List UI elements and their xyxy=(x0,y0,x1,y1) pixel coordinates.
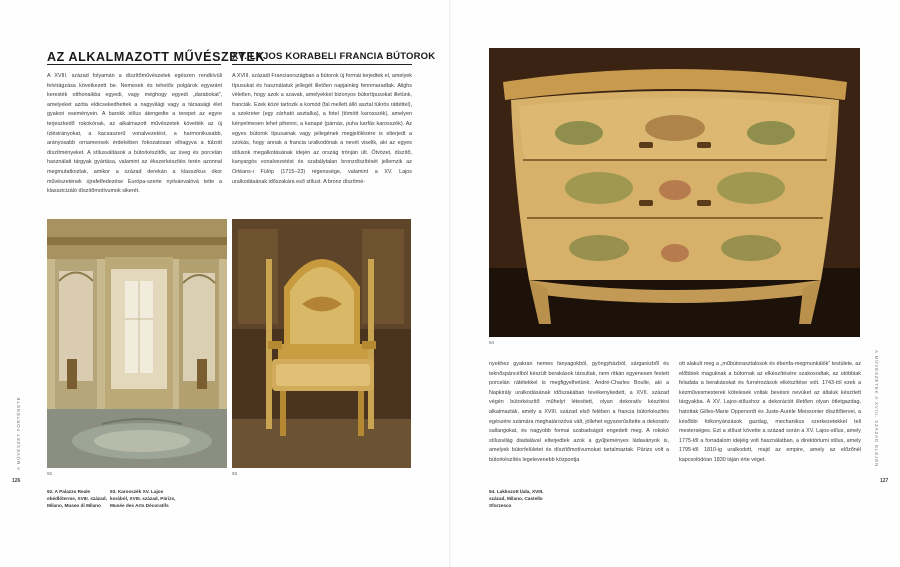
section-heading: XV. LAJOS KORABELI FRANCIA BÚTOROK xyxy=(232,51,436,62)
text-column-2: A XVIII. századi Franciaországban a bútorok új formái terjedtek el, amelyek típusukat és használatuk jellegét illetően napjainkig fennmaradtak. Alighs véletlen, hogy azok a szavak, amelyekkel bizonyos bútortípusokat illetünk, franciák. Ezek közé tartozik a komód (fal mellett álló asztal tükrös ráttéttel), a szekreter (egy zárható asztalka), a fotel (tömött karosszék), amelyen kényelmesen lehet pihenni, a kanapé (párnás, puha karfás karosszék). Az egyes bútorok típusainak vagy jellegének megjelölésére is elterjedt a szokás, hogy annak a francia uralkodónak a nevét viselik, aki az egyes stílusok megalkotásának idején az ország trónján ült. Ötvözet, díszítő, kanyargós vonalvezetést és szabálytalan bronzdíszítését jellemzik az Orléans-i Fülöp (1715–23) régenssége, valamint a XV. Lajos uralkodásának időszakára eső stílust. A bronz díszítmé- xyxy=(232,73,412,185)
caption-93: 93. Karosszék XV. Lajos korából, XVIII. század, Párizs, Musée des Arts Décoratifs xyxy=(110,489,176,508)
running-head-left: A MŰVÉSZET FORTÉNETE xyxy=(16,396,21,470)
page-number-left: 126 xyxy=(12,478,21,484)
caption-94: 94. Lakkozott láda, XVIII. század, Milano, Castello Sforzesco xyxy=(489,489,544,508)
subheading-rule xyxy=(232,64,412,65)
page-number-right: 127 xyxy=(880,478,889,484)
text-column-3: nyekhez gyakran nemes fanyagokból, gyöngyházból, sárgarézből és teknőspáncélból készült berakások társultak, nem ritkán egyenesen festett porcelán rátétekkel is megfigyelhetünk. André-Charles Boulle, aki a Napkirály uralkodásának időszakában tevékenykedett, a XVII. század végén bútorkészítő műhelyt létesített, olyan dekoratív készítési alkalmazták, amely a XVIII. század első felében a francia bútorkészítés egészére számára meghatározóvá vált, jóllehet egyszerűsítette a dekoratív sallangokat, és nagyobb formai szabadságot engedett meg. A rokokó stílusvilág diadalával elterjedtek azok a gyűjteményes ládaványok is, amelyek bútorfelületet és díszítőmotívumokat tartalmaztak. Párizs volt a bútorkészítés legelevenebb központja xyxy=(489,361,669,463)
text-column-4: ott alakult meg a „műbútorasztalosok és ébenfa-megmunkálók” testülete, az előbbiek maguknak a bútornak az elkészítésére szakosodtak, az utóbbiak feladata a berakásokat és furnérozások elkészítése volt. 1743-tól ezek a kézművesmesterek kötelesek voltak bevésni nevüket az általuk készített tárgyakba. A XV. Lajos-stílushoz a dekorációt illetően olyan ötletgazdag, hatottak Gilles-Marie Oppenordt és Juste-Aurèle Meissonier díszítőtervei, a későbbi folkonyánzások gazdag, mechanikus szerkezetekkel teli mesterséges. Ezt a stílust követte a század során a XV. Lajos-stílus, amely 1775-től a forradalom idejéig volt használatban, a direktóriumi stílus, amely 1795-től 1810-ig uralkodott, majd az empire, amely az előzőnél kapcsolódóan 1830 táján érte véget. xyxy=(679,361,861,463)
gutter xyxy=(449,0,451,567)
figure-number-94: 94 xyxy=(489,340,495,345)
text-column-1: A XVIII. század folyamán a díszítőművészetek egészen rendkívüli felvirágzása következett be. Nemesek és tehetős polgárok egyaránt keresték otthonaikba egyedi, vagy méghogy egyedi „darabokat”, amelyeket azóta eldicsekedhettek a nagyvilági vagy a társasági élet gyakori eseményein. A barokk stílus átengedte a terepet az egyre terjeszkedő rokokónak, az alkalmazott művészetek követték az új ízlésirányokat, a kacsaszerű vonalvezetést, a harmonikusabb, arányosabb ornamensek érdekében fokozatosan elhagyva a túlzott díszítményeket. A stílusváltások a bútorkészítők, az üveg és porcelán használati tárgyak gyártása, valamint az ékszerkészítés terén azonnal megmutatkoztak, amikor a század derekán a klasszikus ókor művészetének újrafelfedezése Európa-szerte nyilvánvalóvá tette a klasszicizáló díszítőmotívumok sikerét. xyxy=(47,73,222,195)
running-head-right: A MŰVÉSZETEK A XVIII. SZÁZAD ELEJÉN xyxy=(874,350,879,468)
armchair-photo xyxy=(232,219,411,468)
chapter-heading: AZ ALKALMAZOTT MŰVÉSZETEK xyxy=(47,50,265,64)
figure-number-93: 93 xyxy=(232,471,238,476)
lacquered-chest-photo xyxy=(489,48,860,337)
figure-number-92: 92 xyxy=(47,471,53,476)
caption-92: 92. A Palazzo Reale ebédlőterme, XVIII. század, Milano, Museo di Milano xyxy=(47,489,107,508)
heading-rule xyxy=(47,64,221,65)
dining-room-photo xyxy=(47,219,227,468)
